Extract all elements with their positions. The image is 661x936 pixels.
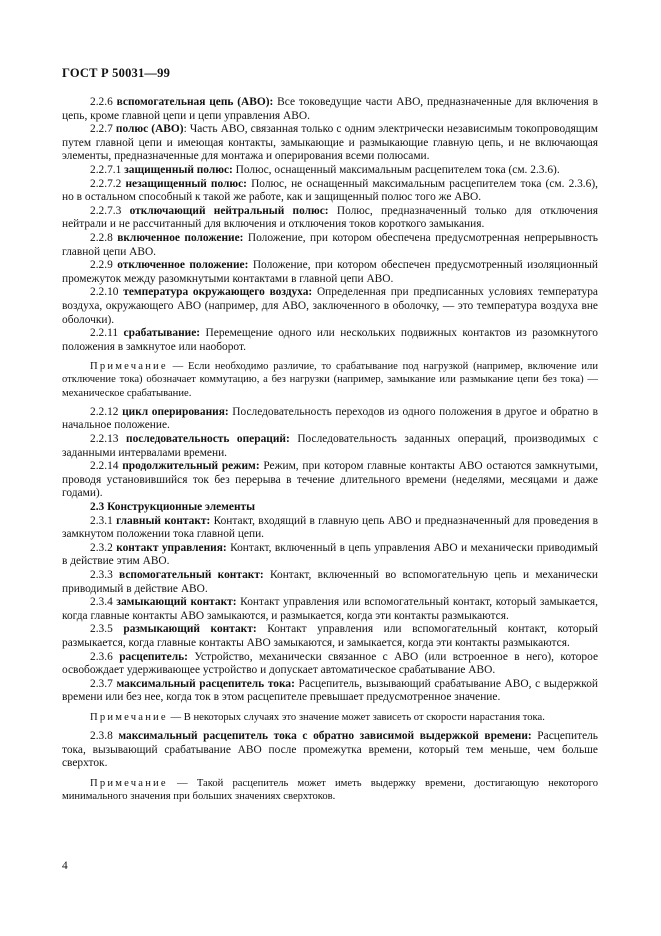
clause-number: 2.2.14: [90, 460, 119, 473]
definition-paragraph: [62, 515, 598, 542]
clause-number: 2.2.13: [90, 433, 119, 446]
document-body: [62, 96, 598, 809]
note-2: [62, 711, 598, 724]
definition-paragraph: [62, 178, 598, 205]
definitions-group-1: [62, 96, 598, 354]
definitions-group-3: [62, 515, 598, 705]
note-text: — Такой расцепитель может иметь выдержку времени, достигающую некоторого минимального значения при больших значениях сверхтоков.: [62, 777, 598, 803]
clause-term: продолжительный режим:: [122, 460, 260, 473]
note-text: — Если необходимо различие, то срабатывание под нагрузкой (например, включение или отключение тока) обозначает коммутацию, а без нагрузки (например, замыкание или размыкание цепи без тока) — механическое срабатывание.: [62, 361, 598, 399]
clause-text: Все токоведущие части АВО, предназначенные для включения в цепь, кроме главной цепи и цепи управления АВО.: [62, 96, 598, 122]
clause-term: главный контакт:: [116, 514, 211, 527]
definition-paragraph: [62, 542, 598, 569]
clause-term: вспомогательная цепь (АВО):: [116, 96, 274, 108]
clause-number: 2.2.10: [90, 286, 119, 299]
clause-term: размыкающий контакт:: [123, 623, 257, 636]
definition-paragraph: [62, 406, 598, 433]
clause-term: цикл оперирования:: [122, 405, 229, 418]
clause-text: Контакт управления или вспомогательный контакт, который размыкается, когда главные контакты АВО замыкаются, и замыкается, когда эти контакты размыкаются.: [62, 623, 598, 649]
clause-number: 2.3.8: [90, 730, 113, 743]
definition-paragraph: [62, 596, 598, 623]
clause-term: защищенный полюс:: [124, 163, 233, 176]
clause-text: Устройство, механически связанное с АВО (или встроенное в него), которое освобождает удерживающее устройство и допускает автоматическое срабатывание АВО.: [62, 650, 599, 677]
clause-term: последовательность операций:: [126, 433, 290, 446]
clause-text: : Часть АВО, связанная только с одним электрически независимым токопроводящим путем главной цепи и имеющая контакты, замыкающие и размыкающие главную цепь, и не включающая элементы, предназначенные для монтажа и оперирования всеми полюсами.: [62, 123, 598, 163]
definition-paragraph: [62, 232, 598, 259]
definition-paragraph: [62, 286, 598, 327]
page-number: 4: [62, 860, 68, 872]
definition-paragraph: [62, 730, 598, 771]
clause-number: 2.3.3: [90, 569, 113, 582]
note-label: Примечание: [90, 711, 168, 723]
clause-text: Режим, при котором главные контакты АВО остаются замкнутыми, проводя установившийся ток без перерыва в течение длительного времени (неделями, месяцами и даже годами).: [62, 460, 598, 500]
document-header: ГОСТ Р 50031—99: [62, 66, 171, 80]
clause-term: расцепитель:: [119, 650, 188, 663]
clause-text: Положение, при котором обеспечен предусмотренный изоляционный промежуток между разомкнутыми контактами в главной цепи АВО.: [62, 259, 598, 285]
clause-number: 2.3.7: [90, 677, 113, 690]
clause-term: температура окружающего воздуха:: [123, 286, 313, 299]
clause-number: 2.3.5: [90, 623, 113, 636]
clause-number: 2.3.1: [90, 514, 113, 527]
definition-paragraph: [62, 460, 598, 501]
definition-paragraph: [62, 569, 598, 596]
clause-text: Последовательность переходов из одного положения в другое и обратно в начальное положение.: [62, 405, 598, 432]
clause-text: Полюс, предназначенный только для отключения нейтрали и не рассчитанный для включения и отключения токов короткого замыкания.: [62, 204, 598, 231]
clause-number: 2.2.8: [90, 231, 113, 244]
clause-text: Контакт управления или вспомогательный контакт, который замыкается, когда главные контакты АВО замыкаются, и размыкается, когда эти контакты размыкаются.: [62, 596, 598, 622]
clause-term: максимальный расцепитель тока:: [116, 677, 295, 690]
clause-number: 2.2.7.1: [90, 163, 122, 176]
clause-text: Контакт, входящий в главную цепь АВО и предназначенный для проведения в замкнутом положении тока главной цепи.: [62, 514, 598, 541]
clause-term: срабатывание:: [123, 327, 201, 340]
clause-text: Расцепитель тока, вызывающий срабатывание АВО после промежутка времени, который тем меньше, чем больше сверхток.: [62, 730, 598, 770]
clause-term: включенное положение:: [117, 231, 244, 244]
clause-term: замыкающий контакт:: [116, 596, 237, 609]
clause-term: контакт управления:: [116, 541, 227, 554]
clause-term: полюс (АВО): [115, 123, 184, 136]
clause-number: 2.2.6: [90, 96, 113, 108]
clause-term: максимальный расцепитель тока с обратно зависимой выдержкой времени:: [118, 730, 532, 743]
clause-number: 2.3.4: [90, 596, 113, 609]
definition-paragraph: [62, 123, 598, 164]
clause-text: Контакт, включенный в цепь управления АВО и механически приводимый в действие этим АВО.: [62, 541, 598, 568]
note-1: [62, 360, 598, 400]
clause-text: Определенная при предписанных условиях температура воздуха, окружающего АВО (например, для АВО, заключенного в оболочку, — это температура воздуха вне оболочки).: [62, 286, 598, 326]
clause-term: незащищенный полюс:: [125, 177, 247, 190]
clause-number: 2.2.9: [90, 259, 113, 272]
clause-text: Контакт, включенный во вспомогательную цепь и механически приводимый в действие АВО.: [62, 569, 598, 595]
note-3: [62, 777, 598, 803]
clause-term: отключенное положение:: [117, 259, 249, 272]
clause-text: Полюс, оснащенный максимальным расцепителем тока (см. 2.3.6).: [235, 163, 560, 176]
clause-number: 2.3.2: [90, 541, 113, 554]
clause-text: Полюс, не оснащенный максимальным расцепителем тока (см. 2.3.6), но в остальном способный к такой же работе, как и защищенный полюс того же АВО.: [62, 177, 598, 204]
clause-text: Положение, при котором обеспечена предусмотренная непрерывность главной цепи АВО.: [62, 231, 598, 258]
clause-text: Последовательность заданных операций, производимых с заданными интервалами времени.: [62, 433, 598, 459]
clause-number: 2.2.12: [90, 405, 119, 418]
definition-paragraph: [62, 651, 598, 678]
definitions-group-2: [62, 406, 598, 501]
definition-paragraph: [62, 623, 598, 650]
definition-paragraph: [62, 327, 598, 354]
definition-paragraph: [62, 164, 598, 178]
note-label: Примечание: [90, 777, 168, 789]
clause-term: вспомогательный контакт:: [119, 569, 264, 582]
clause-text: Перемещение одного или нескольких подвижных контактов из разомкнутого положения в замкнутое или наоборот.: [62, 327, 598, 353]
clause-term: отключающий нейтральный полюс:: [129, 204, 329, 217]
clause-text: Расцепитель, вызывающий срабатывание АВО, с выдержкой времени или без нее, когда ток в этом расцепителе превышает предусмотренное значение.: [62, 677, 598, 704]
note-label: Примечание: [90, 361, 168, 373]
clause-number: 2.2.7.3: [90, 204, 122, 217]
clause-number: 2.2.7: [90, 123, 113, 136]
definition-paragraph: [62, 433, 598, 460]
note-text: — В некоторых случаях это значение может зависеть от скорости нарастания тока.: [170, 711, 545, 723]
clause-number: 2.3.6: [90, 650, 113, 663]
definition-paragraph: [62, 205, 598, 232]
definition-paragraph: [62, 96, 598, 123]
definition-paragraph: [62, 678, 598, 705]
clause-number: 2.2.11: [90, 327, 119, 340]
section-heading: 2.3 Конструкционные элементы: [90, 501, 256, 514]
clause-number: 2.2.7.2: [90, 177, 122, 190]
definition-paragraph: [62, 259, 598, 286]
